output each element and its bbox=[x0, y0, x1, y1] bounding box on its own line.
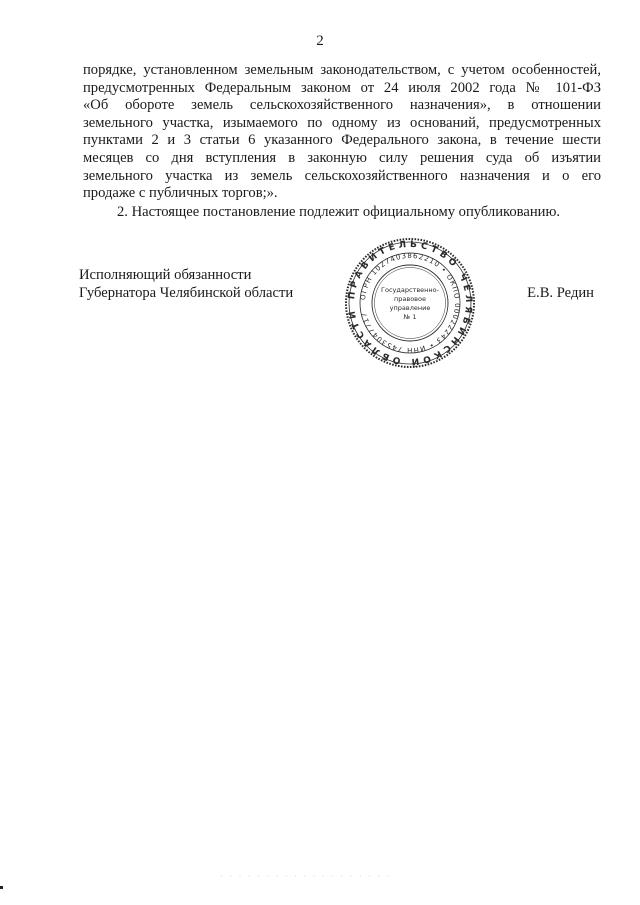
seal-registration-text: ОГРН 1027403862210 • ОКПО 00022243 • ИНН 7453047717 bbox=[359, 251, 462, 355]
paragraph-1 bbox=[83, 62, 601, 203]
official-seal bbox=[344, 237, 476, 369]
seal-center-line-3: управление bbox=[389, 304, 431, 312]
paragraph-1-line: земельного участка из земель сельскохозяйственного назначения и о его bbox=[83, 167, 601, 184]
seal-center-line-4: № 1 bbox=[403, 313, 417, 321]
paragraph-1-line: предусмотренных Федеральным законом от 24 июля 2002 года № 101-ФЗ bbox=[83, 79, 601, 96]
signer-title-line-2: Губернатора Челябинской области bbox=[79, 284, 294, 301]
paragraph-1-line: продаже с публичных торгов;». bbox=[83, 185, 278, 202]
signer-title bbox=[79, 267, 293, 302]
paragraph-1-line: «Об обороте земель сельскохозяйственного назначения», в отношении bbox=[83, 97, 601, 114]
faint-scan-artifact: · · · · · · · · · · · · · · · · · · · bbox=[220, 871, 392, 881]
paragraph-1-line: порядке, установленном земельным законодательством, с учетом особенностей, bbox=[83, 62, 601, 78]
seal-center-line-2: правовое bbox=[394, 295, 426, 303]
signer-name: Е.В. Редин bbox=[527, 285, 594, 301]
paragraph-1-line: земельного участка, изымаемого по одному из оснований, предусмотренных bbox=[83, 114, 601, 131]
scan-edge-mark bbox=[0, 886, 3, 889]
paragraph-1-line: месяцев со дня вступления в законную силу решения суда об изъятии bbox=[83, 149, 601, 166]
seal-outer-text: ПРАВИТЕЛЬСТВО ЧЕЛЯБИНСКОЙ ОБЛАСТИ bbox=[347, 239, 474, 367]
seal-center-line-1: Государственно- bbox=[381, 286, 439, 294]
paragraph-2: 2. Настоящее постановление подлежит официальному опубликованию. bbox=[117, 204, 561, 220]
page-number: 2 bbox=[316, 33, 324, 49]
signer-title-line-1: Исполняющий обязанности bbox=[79, 267, 252, 283]
paragraph-1-line: пунктами 2 и 3 статьи 6 указанного Федерального закона, в течение шести bbox=[83, 132, 601, 149]
